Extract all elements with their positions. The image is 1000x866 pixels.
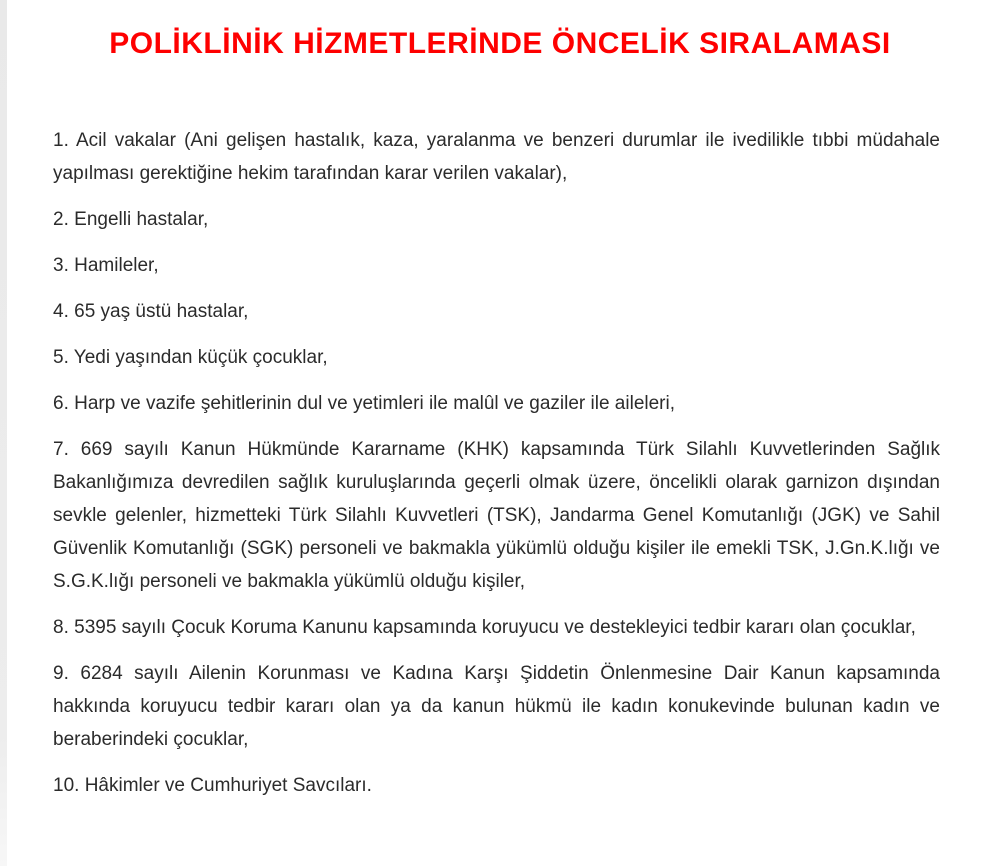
list-item: [53, 295, 940, 328]
item-number: 10.: [53, 775, 80, 796]
item-number: 4.: [53, 301, 69, 322]
item-number: 8.: [53, 617, 69, 638]
list-item: [53, 657, 940, 756]
list-item: [53, 769, 940, 802]
page-edge-shadow: [0, 0, 7, 866]
item-text: Engelli hastalar,: [74, 209, 209, 230]
list-item: [53, 124, 940, 190]
item-number: 7.: [53, 439, 69, 460]
item-text: Harp ve vazife şehitlerinin dul ve yetimleri ile malûl ve gaziler ile aileleri,: [74, 393, 675, 414]
item-text: Yedi yaşından küçük çocuklar,: [73, 347, 328, 368]
item-text: 669 sayılı Kanun Hükmünde Kararname (KHK) kapsamında Türk Silahlı Kuvvetlerinden Sağlık Bakanlığımıza devredilen sağlık kuruluşlarında geçerli olmak üzere, öncelikli olarak garnizon dışından sevkle gelenler, hizmetteki Türk Silahlı Kuvvetleri (TSK), Jandarma Genel Komutanlığı (JGK) ve Sahil Güvenlik Komutanlığı (SGK) personeli ve bakmakla yükümlü olduğu kişiler ile emekli TSK, J.Gn.K.lığı ve S.G.K.lığı personeli ve bakmakla yükümlü olduğu kişiler,: [53, 439, 941, 592]
item-number: 1.: [53, 130, 69, 151]
item-text: Hâkimler ve Cumhuriyet Savcıları.: [84, 775, 372, 796]
list-item: [53, 611, 940, 644]
list-item: [53, 249, 940, 282]
list-item: [53, 433, 940, 598]
list-item: [53, 387, 940, 420]
item-text: Hamileler,: [74, 255, 159, 276]
item-number: 3.: [53, 255, 69, 276]
item-number: 9.: [53, 663, 69, 684]
priority-list: [53, 124, 940, 802]
item-text: 6284 sayılı Ailenin Korunması ve Kadına Karşı Şiddetin Önlenmesine Dair Kanun kapsamında hakkında koruyucu tedbir kararı olan ya da kanun hükmü ile kadın konukevinde bulunan kadın ve beraberindeki çocuklar,: [53, 663, 940, 750]
list-item: [53, 341, 940, 374]
item-text: 65 yaş üstü hastalar,: [74, 301, 249, 322]
page-title: POLİKLİNİK HİZMETLERİNDE ÖNCELİK SIRALAMASI: [109, 27, 891, 60]
item-text: Acil vakalar (Ani gelişen hastalık, kaza, yaralanma ve benzeri durumlar ile ivedilikle tıbbi müdahale yapılması gerektiğine hekim tarafından karar verilen vakalar),: [53, 130, 940, 184]
item-number: 5.: [53, 347, 69, 368]
item-text: 5395 sayılı Çocuk Koruma Kanunu kapsamında koruyucu ve destekleyici tedbir kararı olan çocuklar,: [74, 617, 916, 638]
list-item: [53, 203, 940, 236]
item-number: 2.: [53, 209, 69, 230]
item-number: 6.: [53, 393, 69, 414]
